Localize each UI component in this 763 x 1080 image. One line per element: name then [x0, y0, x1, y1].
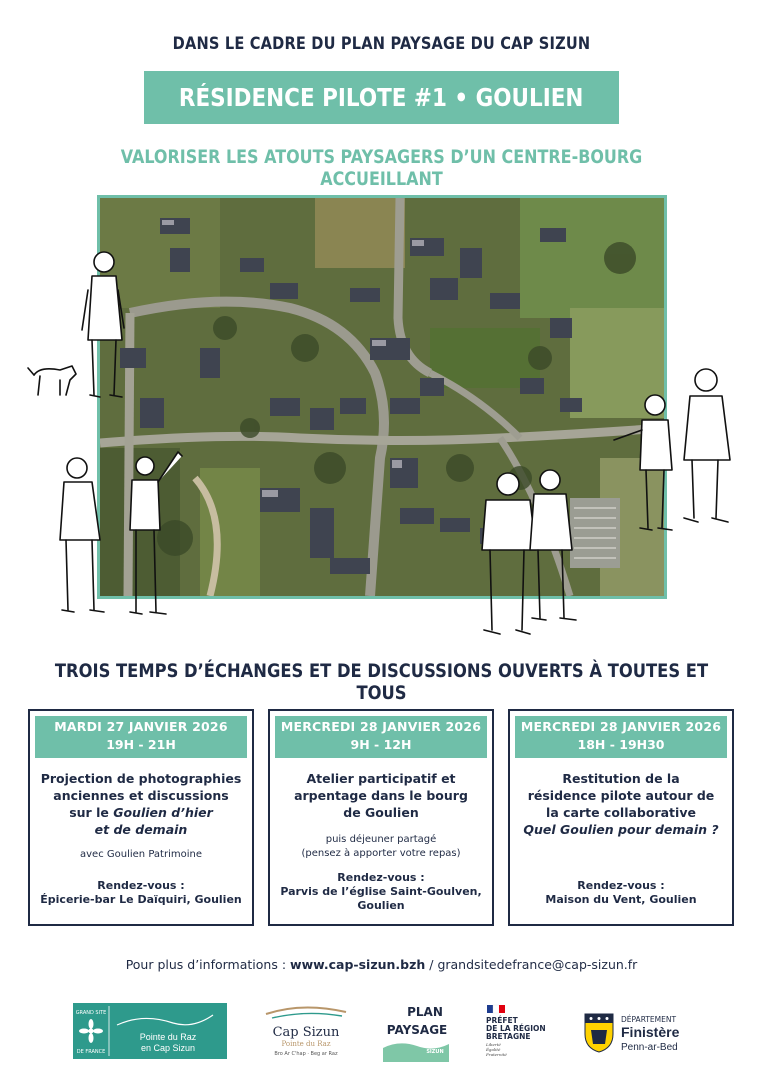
event-header	[515, 716, 727, 758]
prefet-line2: DE LA RÉGION	[486, 1024, 546, 1033]
event-header	[35, 716, 247, 758]
event-card-3	[508, 709, 734, 926]
email-link[interactable]: grandsitedefrance@cap-sizun.fr	[437, 957, 638, 972]
cap-sizun-tag: Bro Ar C'hap · Beg ar Raz	[274, 1051, 338, 1057]
du-cap: DU CAP	[424, 1042, 446, 1048]
grand-site-logo	[73, 1003, 227, 1059]
sizun: SIZUN	[426, 1049, 444, 1055]
paysage-word: PAYSAGE	[386, 1023, 448, 1037]
section-title: TROIS TEMPS D’ÉCHANGES ET DE DISCUSSIONS OUVERTS À TOUTES ET TOUS	[54, 660, 709, 704]
subtitle: VALORISER LES ATOUTS PAYSAGERS D’UN CENTRE-BOURG ACCUEILLANT	[120, 146, 643, 190]
dept-sub: Penn-ar-Bed	[621, 1042, 678, 1053]
event-rendezvous: Rendez-vous : Parvis de l’église Saint-Goulven, Goulien	[280, 871, 482, 912]
event-rendezvous: Rendez-vous : Maison du Vent, Goulien	[545, 879, 697, 906]
grand-site-france: DE FRANCE	[76, 1049, 106, 1055]
banner-title: RÉSIDENCE PILOTE #1 • GOULIEN	[179, 83, 584, 112]
event-date: MERCREDI 28 JANVIER 2026	[280, 719, 482, 734]
event-date: MARDI 27 JANVIER 2026	[54, 719, 228, 734]
event-card-1	[28, 709, 254, 926]
website-link[interactable]: www.cap-sizun.bzh	[290, 957, 426, 972]
plan-paysage-logo	[381, 1000, 451, 1062]
pointe-line2: en Cap Sizun	[140, 1043, 196, 1053]
dog-sketch	[28, 366, 76, 395]
event-date: MERCREDI 28 JANVIER 2026	[520, 719, 722, 734]
events-row	[28, 709, 734, 926]
cap-sizun-logo	[262, 1004, 350, 1060]
dept-label: DÉPARTEMENT	[621, 1015, 677, 1024]
title-banner	[144, 71, 619, 124]
event-rendezvous: Rendez-vous : Épicerie-bar Le Daïquiri, Goulien	[40, 879, 242, 906]
person-sketch-7	[684, 369, 730, 522]
event-note: puis déjeuner partagé (pensez à apporter votre repas)	[301, 834, 461, 859]
prefet-motto1: Liberté	[486, 1042, 501, 1047]
prefet-line1: PRÉFET	[486, 1016, 518, 1025]
event-description: Atelier participatif et arpentage dans le bourg de Goulien	[294, 771, 468, 820]
prefet-logo	[483, 1003, 553, 1063]
event-card-2	[268, 709, 494, 926]
pointe-line1: Pointe du Raz	[139, 1032, 197, 1042]
event-description: Restitution de la résidence pilote autour de la carte collaborative Quel Goulien pour demain ?	[523, 771, 719, 837]
prefet-motto2: Égalité	[486, 1047, 501, 1052]
prefet-line3: BRETAGNE	[486, 1032, 531, 1041]
cap-sizun-title: Cap Sizun	[272, 1025, 340, 1040]
dept-name: Finistère	[621, 1024, 680, 1040]
kicker-title: DANS LE CADRE DU PLAN PAYSAGE DU CAP SIZUN	[172, 34, 591, 54]
event-header	[275, 716, 487, 758]
finistere-logo	[583, 1010, 693, 1056]
aerial-map-illustration	[100, 198, 664, 596]
partner-logos	[0, 1000, 763, 1070]
cap-sizun-sub: Pointe du Raz	[281, 1040, 331, 1048]
event-time: 18H - 19H30	[577, 737, 665, 752]
info-line: Pour plus d’informations : www.cap-sizun.bzh / grandsitedefrance@cap-sizun.fr	[125, 957, 638, 972]
prefet-motto3: Fraternité	[486, 1052, 507, 1057]
grand-site-small: GRAND SITE	[75, 1010, 107, 1016]
plan-word: PLAN	[407, 1005, 443, 1019]
event-note: avec Goulien Patrimoine	[80, 849, 202, 860]
aerial-photo	[97, 195, 667, 599]
event-description: Projection de photographies anciennes et discussions sur le Goulien d’hier et de demain	[40, 771, 242, 837]
event-time: 9H - 12H	[350, 737, 412, 752]
event-time: 19H - 21H	[106, 737, 176, 752]
